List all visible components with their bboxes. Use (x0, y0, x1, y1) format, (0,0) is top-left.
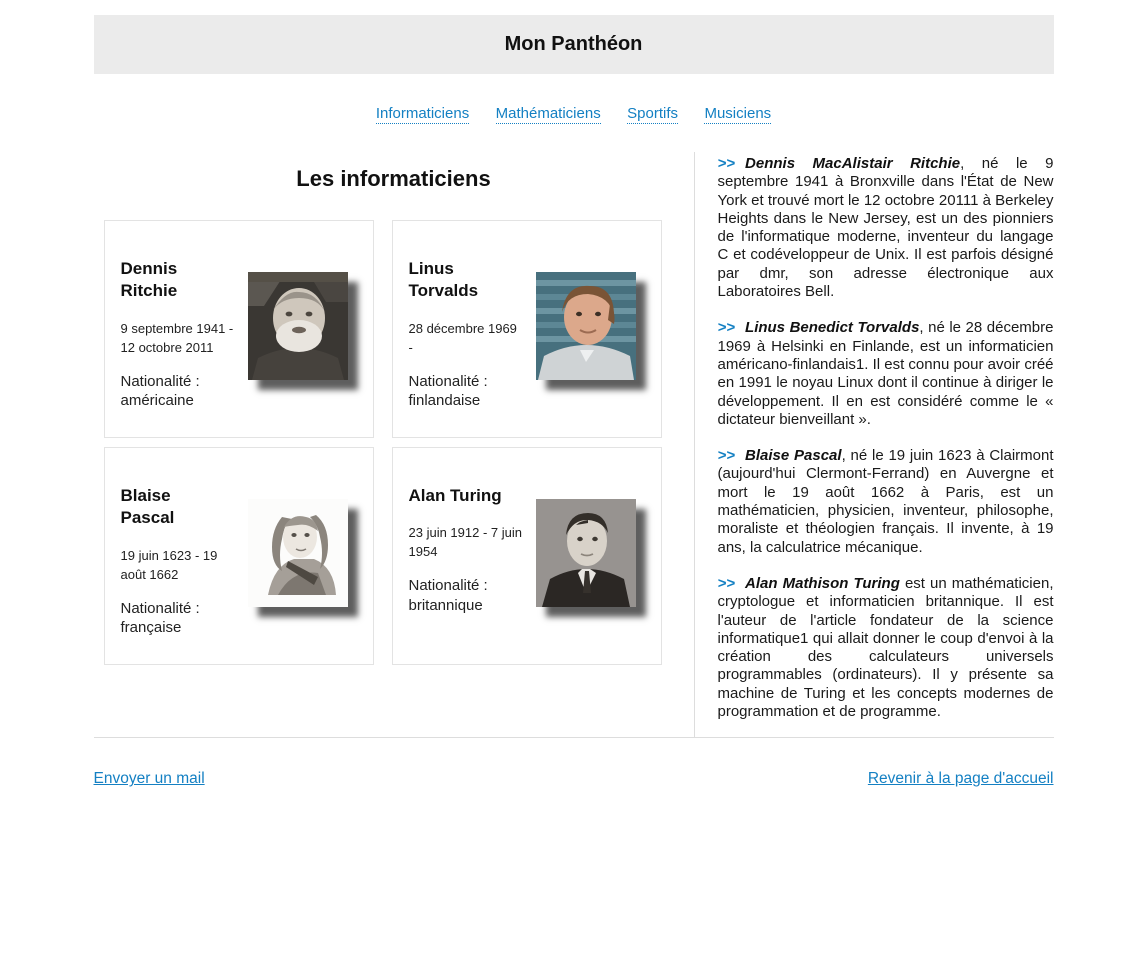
alan-turing-photo (536, 499, 636, 607)
main-nav (94, 105, 1054, 124)
card-dates: 9 septembre 1941 - 12 octobre 2011 (120, 320, 234, 355)
bio-text: , né le 9 septembre 1941 à Bronxville dans l'État de New York et trouvé mort le 12 octobre 20111 à Berkeley Heights dans le New Jersey, est un des pionniers de l'informatique moderne, inventeur du langage C et codéveloppeur de Unix. Il est parfois désigné par dmr, son adresse électronique aux Laboratoires Bell. (717, 155, 1054, 301)
send-mail-link[interactable]: Envoyer un mail (93, 770, 205, 788)
page-footer (94, 770, 1054, 788)
section-title: Les informaticiens (296, 166, 491, 191)
card-nationality: Nationalité : américaine (120, 372, 200, 410)
nav-item-musiciens[interactable]: Musiciens (704, 105, 772, 122)
card-name: Blaise Pascal (120, 486, 175, 528)
cards-grid (94, 220, 694, 665)
card-linus-torvalds (392, 220, 662, 438)
page-title: Mon Panthéon (504, 33, 643, 55)
bio-blaise-pascal (718, 447, 1054, 557)
bio-person-name: Linus Benedict Torvalds (745, 319, 920, 337)
card-blaise-pascal (104, 447, 374, 665)
main-section (94, 152, 694, 738)
nav-item-mathematiciens[interactable]: Mathématiciens (495, 105, 601, 122)
card-name: Alan Turing (408, 486, 502, 505)
bio-marker: >> (717, 447, 736, 465)
bio-alan-turing (718, 575, 1054, 721)
bio-person-name: Dennis MacAlistair Ritchie (745, 155, 961, 172)
card-nationality: Nationalité : britannique (408, 577, 488, 614)
bio-person-name: Alan Mathison Turing (745, 574, 900, 592)
content-columns (94, 152, 1054, 738)
app-header (94, 15, 1054, 74)
bio-dennis-ritchie (718, 155, 1054, 301)
linus-torvalds-photo (536, 272, 636, 380)
bios-aside (694, 152, 1054, 738)
card-name: Dennis Ritchie (120, 259, 178, 301)
back-home-link[interactable]: Revenir à la page d'accueil (867, 770, 1054, 788)
bio-text: , né le 28 décembre 1969 à Helsinki en Finlande, est un informaticien américano-finlandais1. Il est connu pour avoir créé en 1991 le noyau Linux dont il continue à diriger le développement. Il en est considéré comme le « dictateur bienveillant ». (717, 319, 1054, 428)
bio-marker: >> (717, 155, 736, 172)
nav-item-informaticiens[interactable]: Informaticiens (375, 105, 470, 122)
bio-text: , né le 19 juin 1623 à Clairmont (aujourd'hui Clermont-Ferrand) en Auvergne et mort le 19 août 1662 à Paris, est un mathématicien, physicien, inventeur, philosophe, moraliste et théologien français. Il invente, à 19 ans, la calculatrice mécanique. (717, 447, 1054, 556)
bio-linus-torvalds (718, 319, 1054, 429)
bio-text: est un mathématicien, cryptologue et informaticien britannique. Il est l'auteur de l'article fondateur de la science informatique1 qui allait donner le coup d'envoi à la création des calculateurs universels programmables (ordinateurs). Il y présente sa machine de Turing et les concepts modernes de programmation et de programme. (717, 574, 1054, 721)
dennis-ritchie-photo (248, 272, 348, 380)
card-nationality: Nationalité : finlandaise (408, 372, 488, 410)
card-alan-turing (392, 447, 662, 665)
card-dates: 28 décembre 1969 - (408, 320, 517, 355)
card-nationality: Nationalité : française (120, 599, 200, 637)
bio-marker: >> (717, 319, 736, 337)
bio-person-name: Blaise Pascal (745, 447, 842, 465)
card-name: Linus Torvalds (408, 259, 479, 301)
page-container (94, 0, 1054, 788)
card-dates: 23 juin 1912 - 7 juin 1954 (408, 525, 522, 560)
bio-marker: >> (717, 574, 736, 592)
card-dennis-ritchie (104, 220, 374, 438)
nav-item-sportifs[interactable]: Sportifs (627, 105, 679, 122)
card-dates: 19 juin 1623 - 19 août 1662 (120, 547, 218, 582)
blaise-pascal-photo (248, 499, 348, 607)
